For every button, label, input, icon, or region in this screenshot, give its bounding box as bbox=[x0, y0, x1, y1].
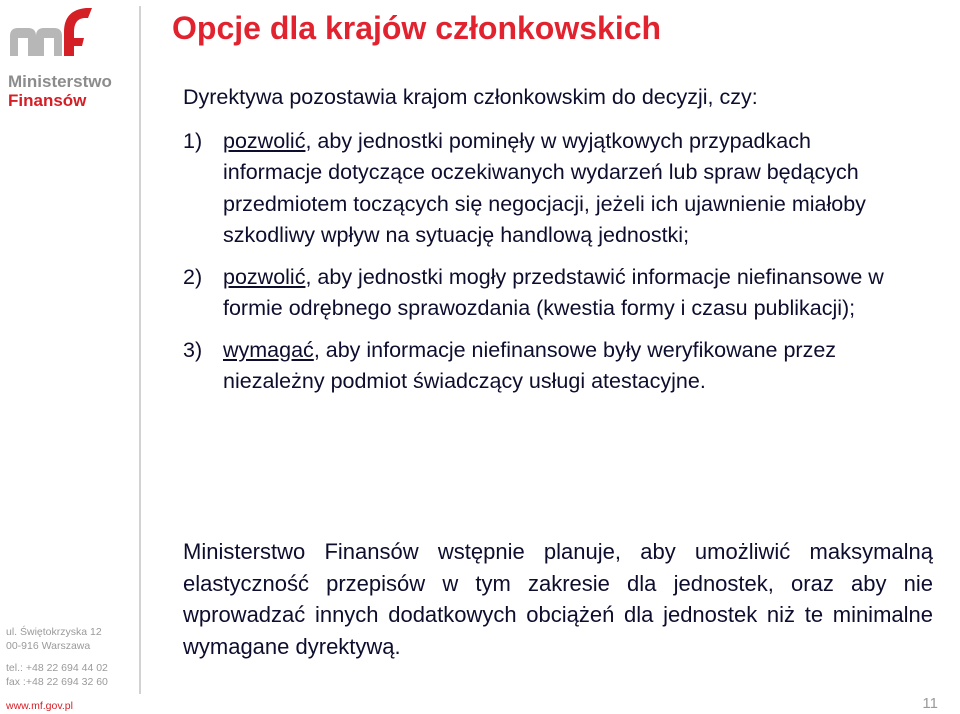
address-city: 00-916 Warszawa bbox=[6, 640, 91, 652]
list-item-text: , aby jednostki mogły przedstawić informacje niefinansowe w formie odrębnego sprawozdania (kwestia formy i czasu publikacji); bbox=[223, 264, 884, 320]
logo-line-finansow: Finansów bbox=[8, 91, 87, 110]
slide-title: Opcje dla krajów członkowskich bbox=[172, 10, 662, 46]
address-tel: tel.: +48 22 694 44 02 bbox=[6, 662, 108, 674]
list-item-keyword: pozwolić bbox=[223, 264, 306, 289]
logo-line-ministerstwo: Ministerstwo bbox=[8, 72, 112, 91]
list-item bbox=[183, 262, 903, 325]
list-item-keyword: pozwolić bbox=[223, 128, 306, 153]
list-item-number: 1) bbox=[183, 128, 203, 153]
list-item-text: , aby jednostki pominęły w wyjątkowych przypadkach informacje dotyczące oczekiwanych wydarzeń lub spraw będących przedmiotem toczących się negocjacji, jeżeli ich ujawnienie miałoby szkodliwy wpływ na sytuację handlową jednostki; bbox=[223, 128, 866, 247]
list-item bbox=[183, 335, 903, 398]
address-block bbox=[6, 625, 108, 713]
list-item-number: 2) bbox=[183, 264, 203, 289]
intro-text: Dyrektywa pozostawia krajom członkowskim do decyzji, czy: bbox=[183, 85, 758, 109]
logo-text bbox=[8, 72, 112, 110]
main-content bbox=[183, 82, 903, 408]
conclusion-paragraph: Ministerstwo Finansów wstępnie planuje, aby umożliwić maksymalną elastyczność przepisów w tym zakresie dla jednostek, oraz aby nie wprowadzać innych dodatkowych obciążeń dla jednostek niż te minimalne wymagane dyrektywą. bbox=[183, 539, 933, 659]
vertical-divider bbox=[139, 6, 141, 694]
website-link[interactable]: www.mf.gov.pl bbox=[6, 700, 73, 712]
list-item bbox=[183, 126, 903, 252]
page-number: 11 bbox=[922, 695, 938, 712]
list-item-number: 3) bbox=[183, 337, 203, 362]
address-street: ul. Świętokrzyska 12 bbox=[6, 626, 102, 638]
address-fax: fax :+48 22 694 32 60 bbox=[6, 676, 108, 688]
list-item-keyword: wymagać bbox=[223, 337, 314, 362]
list-item-text: , aby informacje niefinansowe były weryfikowane przez niezależny podmiot świadczący usługi atestacyjne. bbox=[223, 337, 837, 393]
